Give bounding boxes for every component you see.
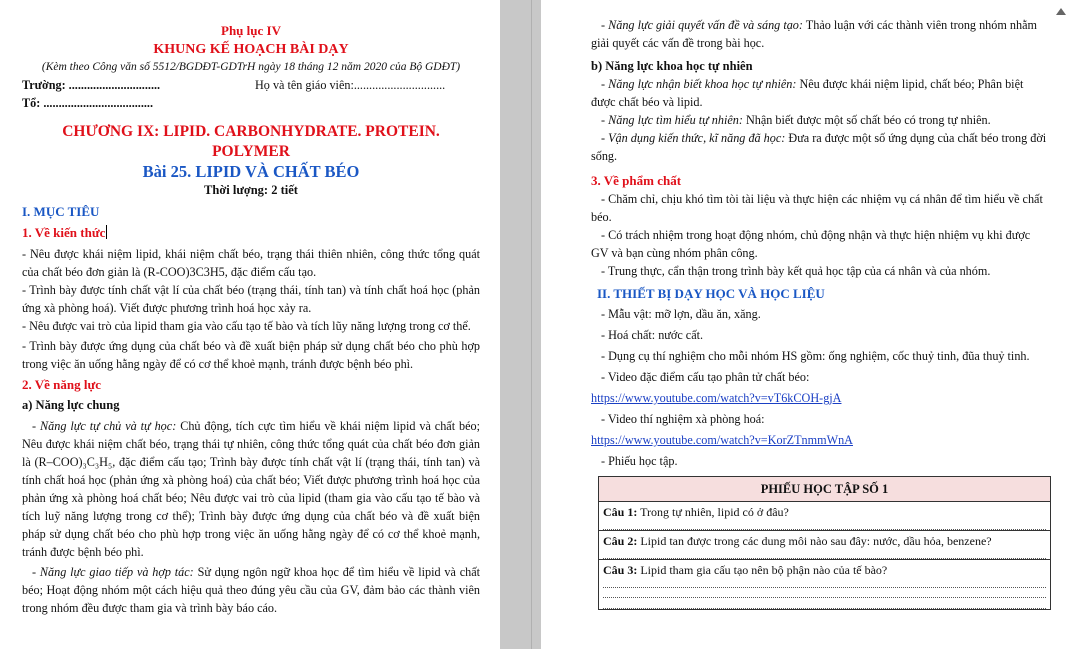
heading-competence: 2. Về năng lực xyxy=(22,377,102,392)
text-cursor xyxy=(106,225,107,239)
experiment-video-link[interactable]: https://www.youtube.com/watch?v=KorZTnmmWnA xyxy=(591,433,853,447)
equipment-item-4: - Video đặc điểm cấu tạo phân tử chất béo: xyxy=(601,370,810,384)
knowledge-application: - Vận dụng kiến thức, kĩ năng đã học: Đưa ra được một số ứng dụng của chất béo trong đời sống. xyxy=(591,131,1047,163)
science-recognition: - Năng lực nhận biết khoa học tự nhiên: Nêu được khái niệm lipid, chất béo; Phân biệt được chất béo và lipid. xyxy=(591,77,1024,109)
plan-reference: (Kèm theo Công văn số 5512/BGDĐT-GDTrH ngày 18 tháng 12 năm 2020 của Bộ GDĐT) xyxy=(41,61,461,73)
heading-science-competence: b) Năng lực khoa học tự nhiên xyxy=(591,59,753,73)
quality-item-1: - Chăm chỉ, chịu khó tìm tòi tài liệu và thực hiện các nhiệm vụ cá nhân để tìm hiểu về chất béo. xyxy=(591,192,1043,224)
heading-general-competence: a) Năng lực chung xyxy=(22,398,120,412)
answer-line xyxy=(603,588,1046,598)
section-objectives: I. MỤC TIÊU xyxy=(22,204,100,219)
answer-line xyxy=(603,520,1046,530)
scroll-up-arrow-icon[interactable] xyxy=(1056,8,1066,15)
heading-qualities: 3. Về phẩm chất xyxy=(591,173,682,188)
teacher-field: Họ và tên giáo viên:.............................. xyxy=(255,78,446,92)
answer-line xyxy=(603,578,1046,588)
appendix-title: Phụ lục IV xyxy=(221,23,281,38)
document-page-right xyxy=(541,0,1070,649)
nature-exploration: - Năng lực tìm hiểu tự nhiên: Nhận biết được một số chất béo có trong tự nhiên. xyxy=(601,113,991,127)
knowledge-item-3: - Nêu được vai trò của lipid tham gia vào cấu tạo tế bào và tích lũy năng lượng trong cơ thể. xyxy=(22,319,471,333)
equipment-item-2: - Hoá chất: nước cất. xyxy=(601,328,704,342)
worksheet-title: PHIẾU HỌC TẬP SỐ 1 xyxy=(599,477,1050,502)
chapter-title: CHƯƠNG IX: LIPID. CARBONHYDRATE. PROTEIN. POLYMER xyxy=(62,123,440,160)
equipment-item-3: - Dụng cụ thí nghiệm cho mỗi nhóm HS gồm: ống nghiệm, cốc thuỷ tinh, đũa thuỷ tinh. xyxy=(601,349,1030,363)
header-row xyxy=(22,76,480,94)
communication-competence: - Năng lực giao tiếp và hợp tác: Sử dụng ngôn ngữ khoa học để tìm hiểu về lipid và chất béo; Hoạt động nhóm một cách hiệu quả theo đúng yêu cầu của GV, đảm bảo các thành viên trong nhóm đều được tham gia và trình bày báo cáo. xyxy=(22,565,481,615)
worksheet-table xyxy=(598,476,1051,610)
duration: Thời lượng: 2 tiết xyxy=(204,183,298,197)
school-field: Trường: .............................. xyxy=(22,78,161,92)
equipment-item-5: - Video thí nghiệm xà phòng hoá: xyxy=(601,412,765,426)
worksheet-question-3: Câu 3: Lipid tham gia cấu tạo nên bộ phận nào của tế bào? xyxy=(599,559,1050,609)
document-page-left xyxy=(0,0,500,649)
group-field: Tổ: .................................... xyxy=(22,96,154,110)
worksheet-question-1: Câu 1: Trong tự nhiên, lipid có ở đâu? xyxy=(599,502,1050,530)
quality-item-2: - Có trách nhiệm trong hoạt động nhóm, chủ động nhận và thực hiện nhiệm vụ khi được GV và bạn cùng nhóm phân công. xyxy=(591,228,1031,260)
knowledge-item-1: - Nêu được khái niệm lipid, khái niệm chất béo, trạng thái thiên nhiên, công thức tổng quát của chất béo đơn giản là (R-COO)3C3H5, đặc điểm cấu tạo. xyxy=(22,247,480,279)
self-study-competence: - Năng lực tự chủ và tự học: Chủ động, tích cực tìm hiểu về khái niệm lipid và chất béo; Nêu được khái niệm chất béo, trạng thái tự nhiên, công thức tổng quát của chất béo đơn giản là (R–COO)₃C₃H₅, đặc điểm cấu tạo; Trình bày được tính chất vật lí (trạng thái, tính tan) và tính chất hoá học (phản ứng xà phòng hoá) của chất béo; Viết được phương trình hoá học của phản ứng xà phòng hoá chất béo; Nêu được vai trò của lipid (tham gia vào cấu tạo tế bào và tích luỹ năng lượng trong cơ thể); Trình bày được ứng dụng của chất béo và đề xuất biện pháp sử dụng chất béo cho phù hợp trong việc ăn uống hằng ngày để có cơ thể khoẻ mạnh, tránh được bệnh béo phì. xyxy=(22,419,480,559)
section-equipment: II. THIẾT BỊ DẠY HỌC VÀ HỌC LIỆU xyxy=(597,286,825,301)
link-experiment-video[interactable] xyxy=(591,431,1050,449)
worksheet-question-2: Câu 2: Lipid tan được trong các dung môi nào sau đây: nước, dầu hỏa, benzene? xyxy=(599,530,1050,559)
problem-solving-competence: - Năng lực giải quyết vấn đề và sáng tạo: Thảo luận với các thành viên trong nhóm nhằm giải quyết các vấn đề trong bài học. xyxy=(591,18,1037,50)
answer-line xyxy=(603,598,1046,609)
heading-knowledge[interactable]: 1. Về kiến thức xyxy=(22,225,106,240)
knowledge-item-2: - Trình bày được tính chất vật lí của chất béo (trạng thái, tính tan) và tính chất hoá học (phản ứng xà phòng hoá). Viết được phương trình hoá học xảy ra. xyxy=(22,283,480,315)
equipment-item-1: - Mẫu vật: mỡ lợn, dầu ăn, xăng. xyxy=(601,307,761,321)
page-gap-divider xyxy=(531,0,532,649)
answer-line xyxy=(603,549,1046,559)
lesson-title: Bài 25. LIPID VÀ CHẤT BÉO xyxy=(142,162,360,181)
equipment-item-6: - Phiếu học tập. xyxy=(601,454,678,468)
knowledge-item-4: - Trình bày được ứng dụng của chất béo và đề xuất biện pháp sử dụng chất béo cho phù hợp trong việc ăn uống hằng ngày để có cơ thể khoẻ mạnh, tránh được bệnh béo phì. xyxy=(22,339,480,371)
structure-video-link[interactable]: https://www.youtube.com/watch?v=vT6kCOH-gjA xyxy=(591,391,842,405)
link-structure-video[interactable] xyxy=(591,389,1050,407)
plan-title: KHUNG KẾ HOẠCH BÀI DẠY xyxy=(153,42,349,57)
quality-item-3: - Trung thực, cẩn thận trong trình bày kết quả học tập của cá nhân và của nhóm. xyxy=(601,264,991,278)
